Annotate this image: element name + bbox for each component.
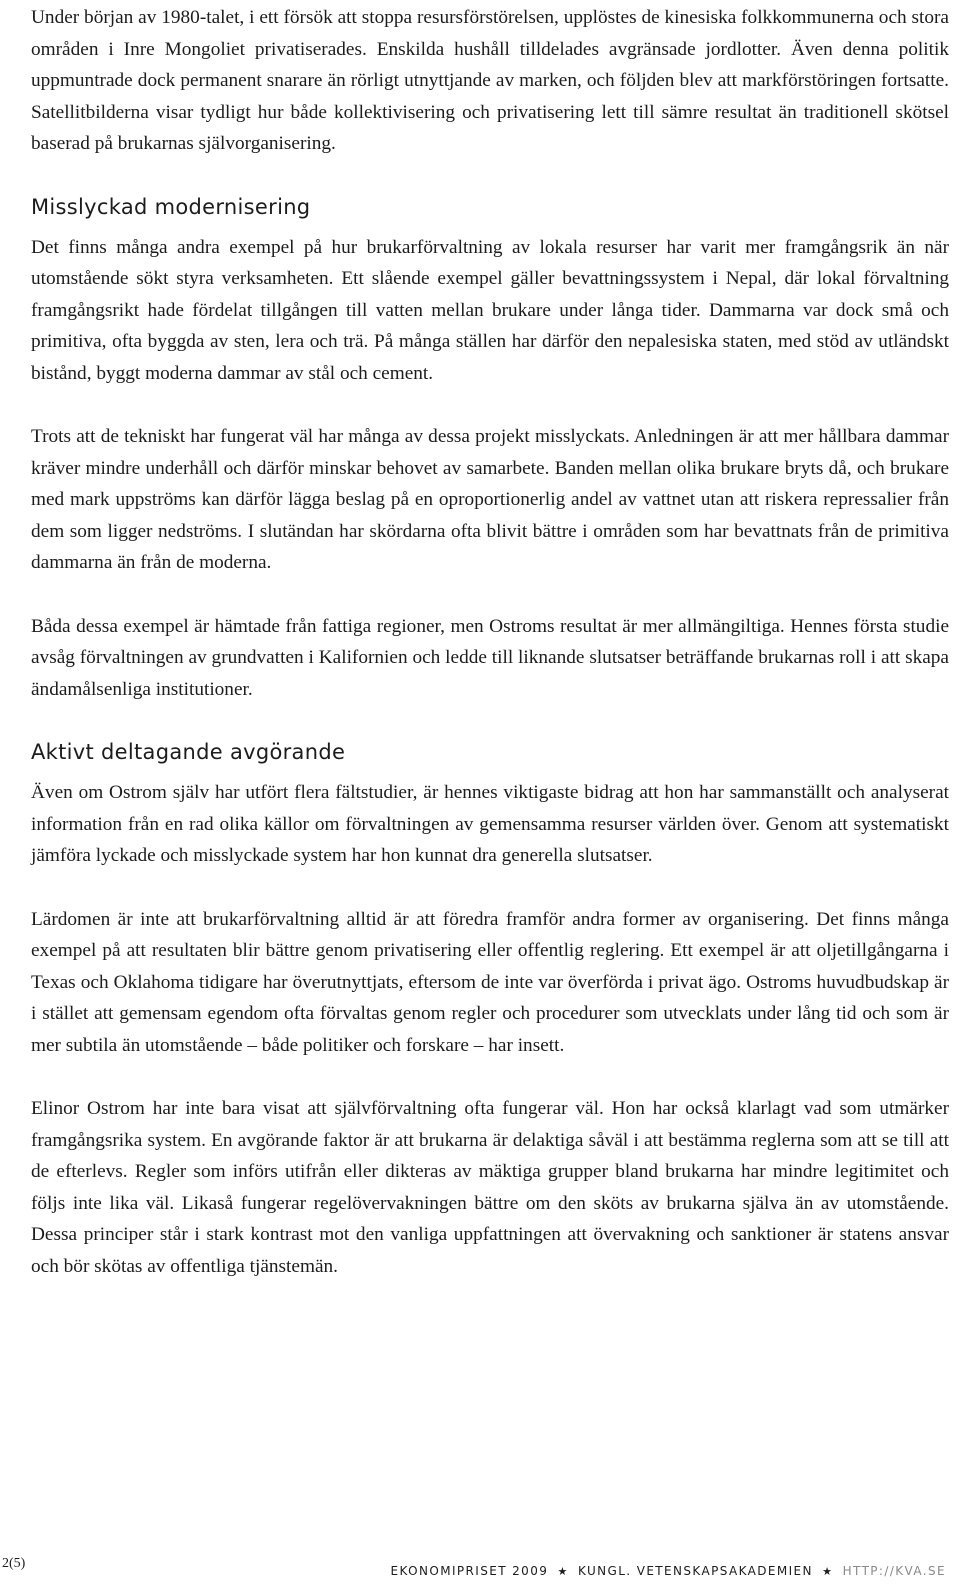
body-paragraph: Trots att de tekniskt har fungerat väl har många av dessa projekt misslyckats. Anledningen är att mer hållbara dammar kräver mindre underhåll och därför minskar behovet av samarbete. Banden mellan olika brukare bryts då, och brukare med mark uppströms kan därför lägga beslag på en oproportionerlig andel av vattnet utan att riskera repressalier från dem som ligger nedströms. I slutändan har skördarna ofta blivit bättre i områden som har bevattnats från de primitiva dammarna än från de moderna. — [31, 426, 949, 573]
body-paragraph: Elinor Ostrom har inte bara visat att självförvaltning ofta fungerar väl. Hon har också klarlagt vad som utmärker framgångsrika system. En avgörande faktor är att brukarna är delaktiga såväl i att bestämma reglerna som att se till att de efterlevs. Regler som införs utifrån eller dikteras av mäktiga grupper bland brukarna har mindre legitimitet och följs inte lika väl. Likaså fungerar regelövervakningen bättre om den sköts av brukarna själva än av utomstående. Dessa principer står i stark kontrast mot den vanliga uppfattningen att övervakning och sanktioner är statens ansvar och bör skötas av offentliga tjänstemän. — [31, 1098, 949, 1277]
body-paragraph: Båda dessa exempel är hämtade från fattiga regioner, men Ostroms resultat är mer allmängiltiga. Hennes första studie avsåg förvaltningen av grundvatten i Kalifornien och ledde till liknande slutsatser beträffande brukarnas roll i att skapa ändamålsenliga institutioner. — [31, 615, 949, 700]
intro-paragraph: Under början av 1980-talet, i ett försök att stoppa resursförstörelsen, upplöstes de kinesiska folkkommunerna och stora områden i Inre Mongoliet privatiserades. Enskilda hushåll tilldelades avgränsade jordlotter. Även denna politik uppmuntrade dock permanent snarare än rörligt utnyttjande av marken, och följden blev att markförstöringen fortsatte. Satellitbilderna visar tydligt hur både kollektivisering och privatisering lett till sämre resultat än traditionell skötsel baserad på brukarnas självorganisering. — [31, 7, 949, 154]
body-paragraph: Lärdomen är inte att brukarförvaltning alltid är att föredra framför andra former av organisering. Det finns många exempel på att resultaten blir bättre genom privatisering eller offentlig reglering. Ett exempel är att oljetillgångarna i Texas och Oklahoma tidigare har överutnyttjats, eftersom de inte var överförda i privat ägo. Ostroms huvudbudskap är i stället att gemensam egendom ofta förvaltas genom regler och procedurer som utvecklats under lång tid och som är mer subtila än utomstående – både politiker och forskare – har insett. — [31, 908, 949, 1056]
footer-prize-name: EKONOMIPRISET 2009 — [390, 1564, 549, 1578]
section-heading-misslyckad-modernisering: Misslyckad modernisering — [31, 194, 311, 219]
page-number: 2(5) — [2, 1556, 26, 1571]
footer-url-link[interactable]: HTTP://KVA.SE — [842, 1564, 946, 1578]
page-footer — [0, 1548, 960, 1585]
star-icon: ★ — [822, 1565, 834, 1578]
star-icon: ★ — [557, 1565, 569, 1578]
footer-credit — [391, 1564, 946, 1578]
footer-academy-name: KUNGL. VETENSKAPSAKADEMIEN — [578, 1564, 813, 1578]
section-heading-aktivt-deltagande: Aktivt deltagande avgörande — [31, 740, 346, 764]
article-body — [31, 2, 949, 1314]
body-paragraph: Även om Ostrom själv har utfört flera fältstudier, är hennes viktigaste bidrag att hon har sammanställt och analyserat information från en rad olika källor om förvaltningen av gemensamma resurser världen över. Genom att systematiskt jämföra lyckade och misslyckade system har hon kunnat dra generella slutsatser. — [31, 782, 949, 866]
body-paragraph: Det finns många andra exempel på hur brukarförvaltning av lokala resurser har varit mer framgångsrik än när utomstående sökt styra verksamheten. Ett slående exempel gäller bevattningssystem i Nepal, där lokal förvaltning framgångsrikt hade fördelat tillgången till vatten mellan brukare under långa tider. Dammarna var dock små och primitiva, ofta byggda av sten, lera och trä. På många ställen har därför den nepalesiska staten, med stöd av utländskt bistånd, byggt moderna dammar av stål och cement. — [31, 236, 949, 384]
